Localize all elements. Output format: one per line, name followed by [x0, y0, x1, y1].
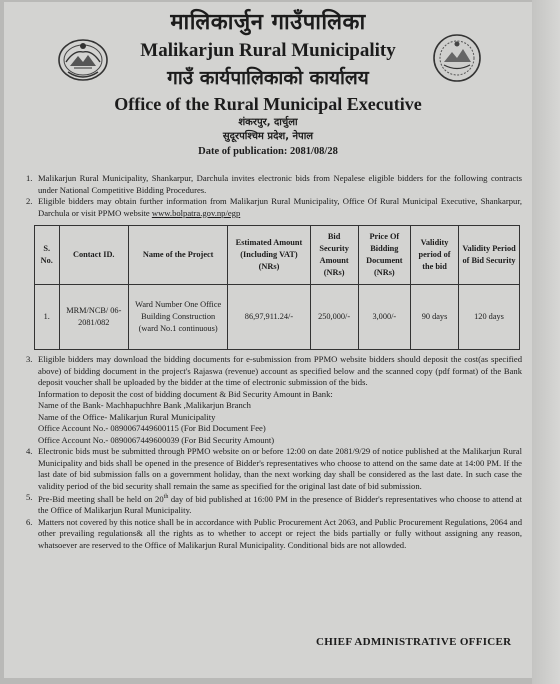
- col-bid-validity: Validity period of the bid: [411, 226, 459, 285]
- bank-name: Name of the Bank- Machhapuchhre Bank ,Malikarjun Branch: [38, 400, 251, 410]
- point-4: [26, 446, 522, 492]
- cell-contact-id: MRM/NCB/ 06-2081/082: [59, 285, 128, 350]
- office-name: Name of the Office- Malikarjun Rural Municipality: [38, 411, 216, 422]
- point-text: [38, 196, 522, 219]
- point-number: 1.: [26, 173, 33, 183]
- publication-date: Date of publication: 2081/08/28: [198, 146, 338, 157]
- page-edge: [532, 0, 560, 684]
- province-nepali: सुदूरपश्चिम प्रदेश, नेपाल: [222, 131, 314, 142]
- notice-header: [4, 10, 532, 159]
- point-2-text: Eligible bidders may obtain further information from Malikarjun Rural Municipality, Office Of Rural Municipal Executive, Shankarpur, Darchula or visit PPMO website: [38, 196, 522, 218]
- point-text: Electronic bids must be submitted through PPMO website on or before 12:00 on date 2081/9/29 of notice published at the Malikarjun Rural Municipality and bids shall be opened in the presence of Bidder's representatives who choose to attend on the same date at 14:00 PM. If the last date of bid submission falls on a government holiday, than the next working day shall be considered as the last date. In such case the validity period of the bid security shall remain the same as specified for the original last date of bid submission.: [38, 446, 522, 491]
- cell-security-validity: 120 days: [459, 285, 520, 350]
- account-document-fee: Office Account No.- 0890067449600115 (For Bid Document Fee): [38, 423, 266, 433]
- signature-title: CHIEF ADMINISTRATIVE OFFICER: [316, 636, 512, 648]
- cell-project: Ward Number One Office Building Construction (ward No.1 continuous): [129, 285, 228, 350]
- point-text: Eligible bidders may download the bidding documents for e-submission from PPMO website bidders should deposit the cost(as specified above) of bidding document in the project's Rajaswa (revenue) account as specified below and the scanned copy (pdf format) of the Bank deposit voucher shall be uploaded by the bidder at the time of electronic submission of the bids.: [38, 354, 522, 387]
- col-sno: S. No.: [35, 226, 60, 285]
- cell-sno: 1.: [35, 285, 60, 350]
- point-2: [26, 196, 522, 219]
- office-english: Office of the Rural Municipal Executive: [114, 94, 422, 114]
- point-5-text-b: day of bid published at 16:00 PM in the presence of Bidder's representatives who choose to attend at the Office of Malikarjun Rural Municipality.: [38, 493, 522, 516]
- col-estimated-amount: Estimated Amount (Including VAT) (NRs): [228, 226, 310, 285]
- point-text: Matters not covered by this notice shall be in accordance with Public Procurement Act 2063, and Public Procurement Regulations, 2064 and other prevailing regulations& all the rights as to whether to accept or reject the bids partially or fully without assigning any reason, whatsoever are reserved to the Office of Malikarjun Rural Municipality. Conditional bids are not allowded.: [38, 516, 522, 550]
- title-english: Malikarjun Rural Municipality: [140, 40, 396, 61]
- cell-document-price: 3,000/-: [358, 285, 410, 350]
- cell-estimated-amount: 86,97,911.24/-: [228, 285, 310, 350]
- col-bid-security: Bid Security Amount (NRs): [310, 226, 358, 285]
- col-document-price: Price Of Bidding Document (NRs): [358, 226, 410, 285]
- cell-bid-security: 250,000/-: [310, 285, 358, 350]
- point-number: 4.: [26, 446, 33, 456]
- notice-page: [4, 2, 533, 678]
- point-number: 6.: [26, 516, 33, 527]
- point-number: 3.: [26, 354, 33, 364]
- point-number: 5.: [26, 492, 33, 502]
- notice-body: [26, 173, 522, 551]
- point-5-text-a: Pre-Bid meeting shall be held on 20: [38, 493, 164, 504]
- point-5-superscript: th: [163, 494, 169, 500]
- point-5: [26, 492, 522, 517]
- point-3: [26, 354, 522, 389]
- bank-info-intro: Information to deposit the cost of bidding document & Bid Security Amount in Bank:: [38, 388, 333, 399]
- point-6: [26, 517, 522, 552]
- point-text: [38, 492, 522, 517]
- office-nepali: गाउँ कार्यपालिकाको कार्यालय: [167, 67, 369, 89]
- point-text: Malikarjun Rural Municipality, Shankarpur, Darchula invites electronic bids from Nepalese eligible bidders for the following contracts under National Competitive Bidding Procedures.: [38, 173, 522, 195]
- col-security-validity: Validity Period of Bid Security: [459, 226, 520, 285]
- address-nepali: शंकरपुर, दार्चुला: [238, 117, 298, 128]
- table-row: [35, 285, 520, 350]
- col-contact-id: Contact ID.: [59, 226, 128, 285]
- bid-table: [34, 225, 520, 350]
- ppmo-website-link[interactable]: www.bolpatra.gov.np/egp: [151, 207, 241, 218]
- point-number: 2.: [26, 196, 33, 206]
- table-header-row: [35, 226, 520, 285]
- point-1: [26, 173, 522, 196]
- title-nepali: मालिकार्जुन गाउँपालिका: [170, 10, 366, 35]
- col-project: Name of the Project: [129, 226, 228, 285]
- cell-bid-validity: 90 days: [411, 285, 459, 350]
- account-bid-security: Office Account No.- 0890067449600039 (For Bid Security Amount): [38, 434, 275, 445]
